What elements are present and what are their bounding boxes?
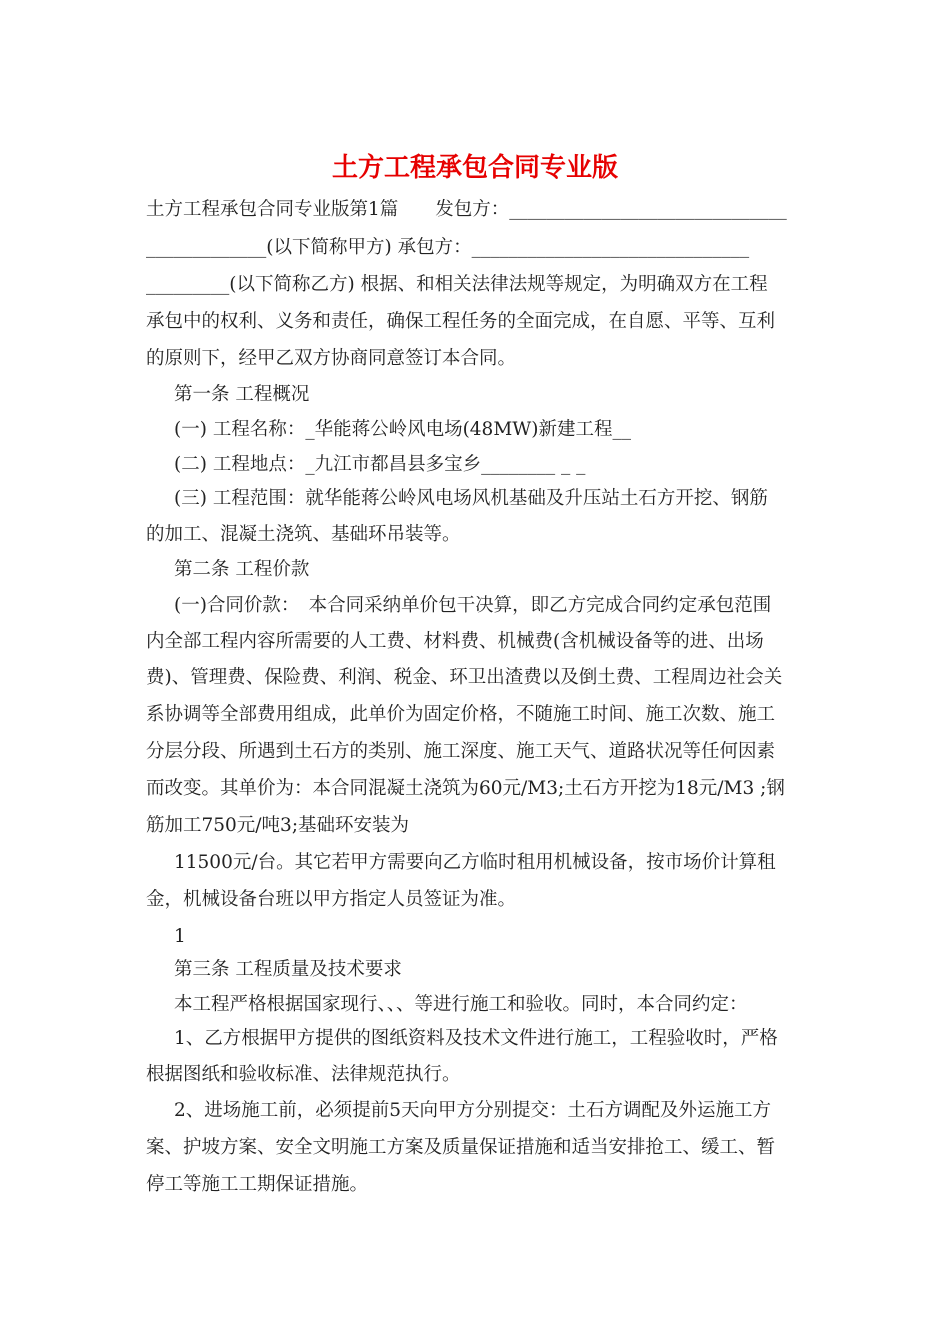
- paragraph-line: 土方工程承包合同专业版第1篇 发包方：______________________________: [146, 199, 787, 220]
- paragraph-line: 1、乙方根据甲方提供的图纸资料及技术文件进行施工，工程验收时，严格: [174, 1028, 778, 1049]
- paragraph-line: 承包中的权利、义务和责任，确保工程任务的全面完成，在自愿、平等、互利: [146, 311, 776, 332]
- paragraph-line: 的加工、混凝土浇筑、基础环吊装等。: [146, 524, 461, 545]
- paragraph-line: (二) 工程地点：_九江市都昌县多宝乡________ _ _: [174, 454, 586, 475]
- paragraph-line: 分层分段、所遇到土石方的类别、施工深度、施工天气、道路状况等任何因素: [146, 741, 776, 762]
- paragraph-line: 而改变。其单价为：本合同混凝土浇筑为60元/M3;土石方开挖为18元/M3 ;钢: [146, 778, 785, 799]
- paragraph-line: 根据图纸和验收标准、法律规范执行。: [146, 1064, 461, 1085]
- paragraph-line: 系协调等全部费用组成，此单价为固定价格，不随施工时间、施工次数、施工: [146, 704, 776, 725]
- section-heading: 第一条 工程概况: [174, 384, 310, 405]
- paragraph-line: 费)、管理费、保险费、利润、税金、环卫出渣费以及倒土费、工程周边社会关: [146, 667, 783, 688]
- paragraph-line: 本工程严格根据国家现行、、、等进行施工和验收。同时，本合同约定：: [174, 994, 748, 1015]
- paragraph-line: (一)合同价款： 本合同采纳单价包干决算，即乙方完成合同约定承包范围: [174, 595, 772, 616]
- paragraph-line: 停工等施工工期保证措施。: [146, 1174, 369, 1195]
- paragraph-line: (一) 工程名称：_华能蒋公岭风电场(48MW)新建工程__: [174, 419, 632, 440]
- paragraph-line: (三) 工程范围：就华能蒋公岭风电场风机基础及升压站土石方开挖、钢筋: [174, 488, 768, 509]
- paragraph-line: 案、护坡方案、安全文明施工方案及质量保证措施和适当安排抢工、缓工、暂: [146, 1137, 776, 1158]
- paragraph-line: 11500元/台。其它若甲方需要向乙方临时租用机械设备，按市场价计算租: [174, 852, 776, 873]
- paragraph-line: 金，机械设备台班以甲方指定人员签证为准。: [146, 889, 517, 910]
- paragraph-line: _____________(以下简称甲方) 承包方：______________________________: [146, 237, 750, 258]
- document-title: 土方工程承包合同专业版: [331, 153, 618, 183]
- section-heading: 第三条 工程质量及技术要求: [174, 959, 402, 980]
- paragraph-line: 筋加工750元/吨3;基础环安装为: [146, 815, 410, 836]
- paragraph-line: _________(以下简称乙方) 根据、和相关法律法规等规定，为明确双方在工程: [146, 274, 768, 295]
- paragraph-line: 2、进场施工前，必须提前5天向甲方分别提交：土石方调配及外运施工方: [174, 1100, 772, 1121]
- section-heading: 第二条 工程价款: [174, 559, 310, 580]
- page-number: 1: [174, 926, 186, 947]
- paragraph-line: 内全部工程内容所需要的人工费、材料费、机械费(含机械设备等的进、出场: [146, 631, 764, 652]
- paragraph-line: 的原则下，经甲乙双方协商同意签订本合同。: [146, 348, 517, 369]
